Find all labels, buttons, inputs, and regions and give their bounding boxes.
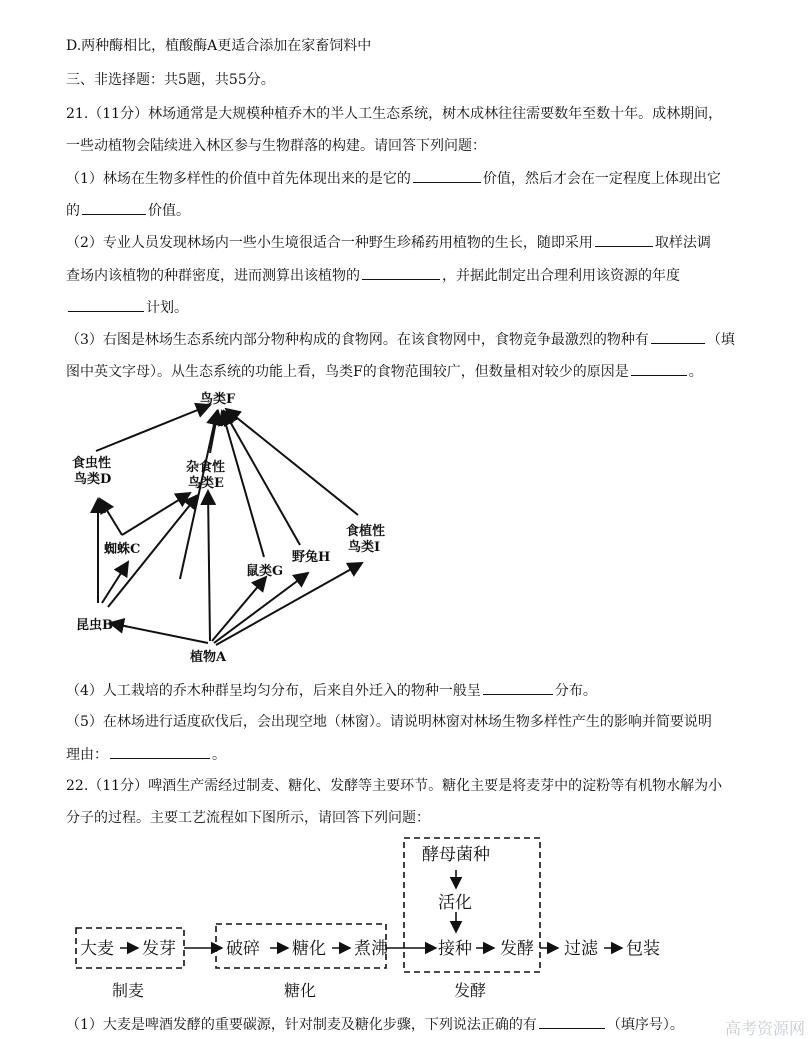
step-ferment: 发酵 [500,939,534,959]
arrow-g-f [222,411,264,557]
q21-part3-line1: （3）右图是林场生态系统内部分物种构成的食物网。在该食物网中，食物竞争最激烈的物种有 （填 [66,329,735,350]
beer-process-diagram [70,832,710,1012]
q22-stem-2: 分子的过程。主要工艺流程如下图所示，请回答下列问题： [66,810,430,826]
answer-blank[interactable] [539,1014,605,1029]
step-inoculate: 接种 [438,939,472,959]
q21-stem-2: 一些动植物会陆续进入林区参与生物群落的构建。请回答下列问题： [66,138,486,154]
arrow-a-i [216,563,362,645]
answer-blank[interactable] [483,680,553,695]
arrow-a-b [110,623,208,643]
step-sprout: 发芽 [142,939,176,959]
q21-part2-line1: （2）专业人员发现林场内一些小生境很适合一种野生珍稀药用植物的生长，随即采用 取样法调 [66,232,711,253]
arrow-h-f [224,411,300,545]
node-d-line2: 鸟类D [74,472,112,487]
node-a: 植物A [190,650,227,665]
step-activate: 活化 [438,893,472,913]
q21-part5-line2: 理由： 。 [66,744,226,765]
step-yeast: 酵母菌种 [422,845,490,865]
arrow-i-f [226,409,358,515]
node-g: 鼠类G [246,564,284,579]
arrow-a-e [208,491,210,641]
answer-blank[interactable] [110,744,210,759]
q21-part2-line3: 计划。 [66,297,188,318]
step-package: 包装 [626,939,660,959]
q21-stem-1: 21.（11分）林场通常是大规模种植乔木的半人工生态系统，树木成林往往需要数年至数十年。成林期间， [66,106,723,122]
step-barley: 大麦 [80,939,114,959]
q21-part5-line1: （5）在林场进行适度砍伐后，会出现空地（林窗）。请说明林窗对林场生物多样性产生的影响并简要说明 [66,714,712,730]
food-web-diagram [60,385,400,670]
watermark-text: 高考资源网 [724,1019,805,1038]
section-heading: 三、非选择题：共5题，共55分。 [66,72,275,88]
answer-blank[interactable] [68,297,144,312]
node-f: 鸟类F [200,392,236,407]
q21-part1-line2: 的 价值。 [66,200,190,221]
arrow-d-f [96,405,210,451]
q22-part1: （1）大麦是啤酒发酵的重要碳源，针对制麦及糖化步骤，下列说法正确的有 （填序号）。 [66,1014,684,1035]
answer-blank[interactable] [595,232,653,247]
answer-blank[interactable] [651,329,705,344]
arrow-c-d [100,499,122,535]
label-saccharification: 糖化 [284,981,317,1000]
node-i-line2: 鸟类I [348,540,381,555]
step-filter: 过滤 [564,939,598,959]
q21-part1-line1: （1）林场在生物多样性的价值中首先体现出来的是它的 价值，然后才会在一定程度上体现出它 [66,168,721,189]
answer-blank[interactable] [413,168,481,183]
arrow-e-f [210,411,218,453]
arrow-c-e [122,493,190,535]
q21-part3-line2: 图中英文字母）。从生态系统的功能上看，鸟类F的食物范围较广，但数量相对较少的原因是 。 [66,361,703,382]
step-saccharify: 糖化 [292,939,326,959]
answer-blank[interactable] [631,361,687,376]
node-e-line2: 鸟类E [188,476,224,491]
label-fermentation: 发酵 [454,981,487,1000]
node-h: 野兔H [292,550,331,565]
q22-stem-1: 22.（11分）啤酒生产需经过制麦、糖化、发酵等主要环节。糖化主要是将麦芽中的淀粉等有机物水解为小 [66,778,723,794]
node-e-line1: 杂食性 [186,460,226,475]
answer-blank[interactable] [82,200,146,215]
q21-part4: （4）人工栽培的乔木种群呈均匀分布，后来自外迁入的物种一般呈 分布。 [66,680,597,701]
node-b: 昆虫B [76,618,113,633]
q21-part2-line2: 查场内该植物的种群密度，进而测算出该植物的 ，并据此制定出合理利用该资源的年度 [66,265,680,286]
node-i-line1: 食植性 [346,524,386,539]
label-malting: 制麦 [112,981,145,1000]
node-c: 蜘蛛C [104,542,141,557]
step-crush: 破碎 [226,939,260,959]
answer-blank[interactable] [362,265,440,280]
step-boil: 煮沸 [354,939,388,959]
option-d: D.两种酶相比，植酸酶A更适合添加在家畜饲料中 [66,38,372,54]
node-d-line1: 食虫性 [72,456,112,471]
